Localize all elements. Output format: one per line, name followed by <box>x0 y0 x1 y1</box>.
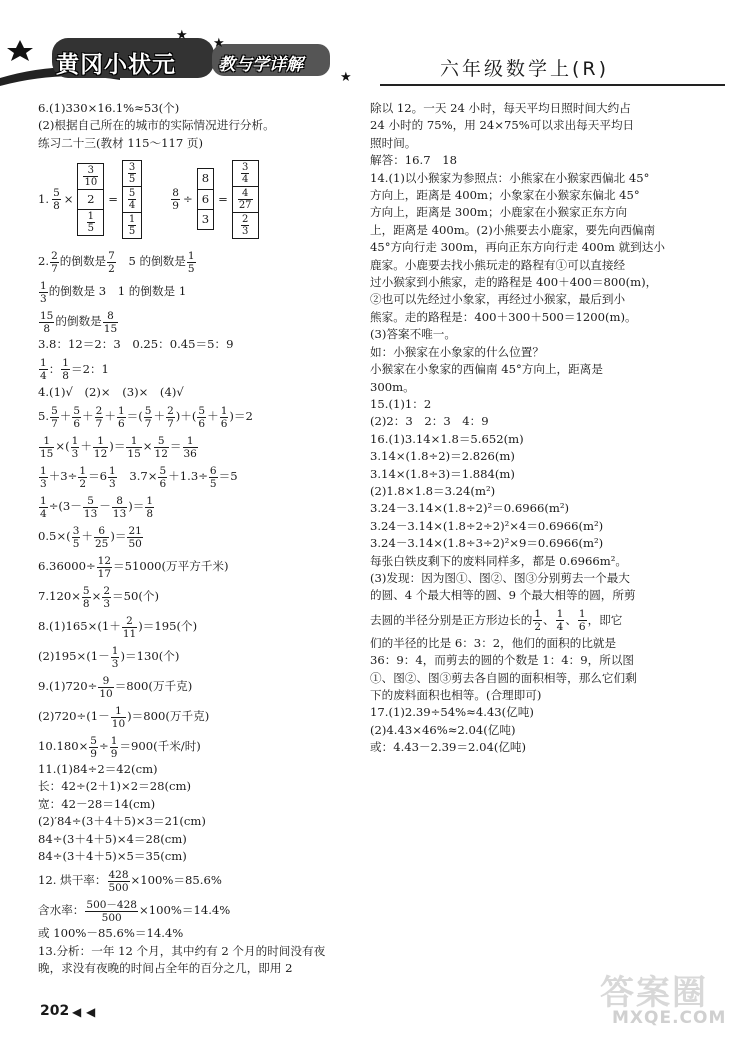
answer-line: 方向上，距离是 400m；小象家在小猴家东偏北 45° <box>370 188 640 203</box>
answer-line: (2)根据自己所在的城市的实际情况进行分析。 <box>38 118 275 133</box>
page-header <box>0 0 750 95</box>
arrow-left-icon: ◀ <box>86 1005 96 1019</box>
brand-title: 黄冈小状元 <box>56 52 176 78</box>
answer-line: 15.(1)1：2 <box>370 396 432 411</box>
answer-line: $\frac{1}{4}$ ÷(3－ $\frac{5}{13}$ － $\frac{8}{13}$ )＝ $\frac{1}{8}$ <box>40 494 154 520</box>
answer-line: 方向上，距离是 300m；小鹿家在小猴家正东方向 <box>370 205 628 220</box>
answer-line: 6.36000÷ $\frac{12}{17}$ ＝51000(万平方千米) <box>38 554 229 580</box>
answer-line: 熊家。走的路程是：400＋300＋500＝1200(m)。 <box>370 309 637 324</box>
answer-line: 1. $\frac{5}{8}$ × $\frac{3}{10}$ 2 $\frac{1}{5}$ = $\frac{3}{5}$ $\frac{5}{4}$ $\frac{1}{5}$ $\frac{8}{9}$ ÷ 8 6 3 = $\frac{3}{4}$ $\frac{4}{27}$ $\frac{2}{3}$ <box>38 152 383 246</box>
answer-box: $\frac{3}{4}$ $\frac{4}{27}$ $\frac{2}{3}$ <box>232 160 259 239</box>
answer-line: 过小猴家到小熊家，走的路程是 400＋400＝800(m)， <box>370 275 658 290</box>
answer-line: (2)2：3 2：3 4：9 <box>370 414 489 429</box>
answer-line: 3.14×(1.8÷2)＝2.826(m) <box>370 449 515 464</box>
answer-line: 3.14×(1.8÷3)＝1.884(m) <box>370 466 515 481</box>
answer-line: 3.24－3.14×(1.8÷2)²＝0.6966(m²) <box>370 501 570 516</box>
answer-line: 0.5×( $\frac{3}{5}$ ＋ $\frac{6}{25}$ )＝ $\frac{21}{50}$ <box>38 524 142 550</box>
right-column <box>370 100 720 757</box>
left-column <box>38 100 383 978</box>
answer-line: 晚，求没有夜晚的时间占全年的百分之几，即用 2 <box>38 961 293 976</box>
answer-line: 的圆、4 个最大相等的圆、9 个最大相等的圆，所剪 <box>370 588 636 603</box>
answer-line: $\frac{1}{3}$ ＋3÷ $\frac{1}{2}$ ＝6 $\frac{1}{3}$ 3.7× $\frac{5}{6}$ ＋1.3÷ $\frac{6}{5}$ ＝5 <box>40 464 238 490</box>
answer-box: 8 6 3 <box>197 168 214 230</box>
answer-line: 去圆的半径分别是正方形边长的 $\frac{1}{2}$ 、 $\frac{1}{4}$ 、 $\frac{1}{6}$ ，即它 <box>370 608 623 634</box>
arrow-left-icon: ◀ <box>72 1005 82 1019</box>
answer-line: $\frac{1}{4}$ ： $\frac{1}{8}$ ＝2：1 <box>40 357 109 383</box>
answer-line: ②也可以先经过小象家，再经过小猴家，最后到小 <box>370 292 626 307</box>
answer-line: 84÷(3＋4＋5)×4＝28(cm) <box>38 831 187 846</box>
answer-line: 宽：42－28＝14(cm) <box>38 796 156 811</box>
answer-line: (2)4.43×46%≈2.04(亿吨) <box>370 722 516 737</box>
answer-line: ①、图②、图③剪去各自圆的面积相等，那么它们剩 <box>370 670 637 685</box>
header-divider <box>380 84 725 86</box>
answer-line: 除以 12。一天 24 小时，每天平均日照时间大约占 <box>370 101 631 115</box>
answer-line: 7.120× $\frac{5}{8}$ × $\frac{2}{3}$ ＝50(个) <box>38 584 159 610</box>
answer-line: (3)发现：因为图①、图②、图③分别剪去一个最大 <box>370 570 630 585</box>
answer-line: 12. 烘干率： $\frac{428}{500}$ ×100%＝85.6% <box>38 868 222 894</box>
answer-box: $\frac{3}{5}$ $\frac{5}{4}$ $\frac{1}{5}$ <box>122 160 142 239</box>
answer-line: $\frac{15}{8}$ 的倒数是 $\frac{8}{15}$ <box>40 309 118 335</box>
watermark-logo: 答案圈 <box>600 973 708 1013</box>
answer-line: 10.180× $\frac{5}{9}$ ÷ $\frac{1}{9}$ ＝900(千米/时) <box>38 734 201 760</box>
answer-line: (2)720÷(1－ $\frac{1}{10}$ )＝800(万千克) <box>38 704 210 730</box>
watermark-url: MXQE.COM <box>612 1008 727 1028</box>
answer-line: $\frac{1}{3}$ 的倒数是 3 1 的倒数是 1 <box>40 279 187 305</box>
answer-line: 下的废料面积也相等。(合理即可) <box>370 688 542 702</box>
answer-line: 8.(1)165×(1＋ $\frac{2}{11}$ )＝195(个) <box>38 614 198 640</box>
answer-line: 14.(1)以小猴家为参照点：小熊家在小猴家西偏北 45° <box>370 170 650 185</box>
answer-line: 24 小时的 75%，用 24×75%可以求出每天平均日 <box>370 118 635 133</box>
answer-line: 17.(1)2.39÷54%≈4.43(亿吨) <box>370 705 534 720</box>
answer-line: 3.24－3.14×(1.8÷3÷2)²×9＝0.6966(m²) <box>370 536 604 551</box>
page-number: 202 <box>40 1003 70 1019</box>
answer-line: (2)1.8×1.8＝3.24(m²) <box>370 483 496 498</box>
answer-line: 11.(1)84÷2＝42(cm) <box>38 762 158 777</box>
answer-line: 2. $\frac{2}{7}$ 的倒数是 $\frac{7}{2}$ 5 的倒数是 $\frac{1}{5}$ <box>38 249 195 275</box>
answer-line: 5. $\frac{5}{7}$ ＋ $\frac{5}{6}$ ＋ $\frac{2}{7}$ ＋ $\frac{1}{6}$ ＝( $\frac{5}{7}$ ＋ $\frac{2}{7}$ )＋( $\frac{5}{6}$ ＋ $\frac{1}{6}$ )＝2 <box>38 404 253 430</box>
star-icon: ★ <box>176 28 188 43</box>
answer-line: 9.(1)720÷ $\frac{9}{10}$ ＝800(万千克) <box>38 674 193 700</box>
answer-line: 解答：16.7 18 <box>370 153 457 168</box>
answer-line: 长：42÷(2＋1)×2＝28(cm) <box>38 779 192 794</box>
answer-line: 们的半径的比是 6：3：2，他们的面积的比就是 <box>370 635 617 650</box>
answer-line: 84÷(3＋4＋5)×5＝35(cm) <box>38 849 187 864</box>
section-heading: 练习二十三(教材 115～117 页) <box>38 135 204 150</box>
star-icon: ★ <box>213 36 225 51</box>
answer-line: 如：小猴家在小象家的什么位置？ <box>370 344 544 359</box>
fraction: $\frac{5}{8}$ <box>53 186 60 212</box>
answer-line: 或 100%－85.6%＝14.4% <box>38 926 184 941</box>
answer-line: 16.(1)3.14×1.8＝5.652(m) <box>370 431 524 446</box>
answer-line: 13.分析：一年 12 个月，其中约有 2 个月的时间没有夜 <box>38 943 326 958</box>
star-icon: ★ <box>340 70 352 85</box>
answer-line: 300m。 <box>370 379 415 394</box>
answer-line: 45°方向行走 300m，再向正东方向行走 400m 就到达小 <box>370 240 665 255</box>
answer-line: 照时间。 <box>370 135 417 150</box>
answer-line: 鹿家。小鹿要去找小熊玩走的路程有①可以直接经 <box>370 257 626 272</box>
answer-line: 6.(1)330×16.1%≈53(个) <box>38 101 180 115</box>
book-title: 六年级数学上(R) <box>440 58 610 80</box>
answer-box: $\frac{3}{10}$ 2 $\frac{1}{5}$ <box>77 163 104 236</box>
fraction: $\frac{8}{9}$ <box>172 186 179 212</box>
brand-subtitle: 教与学详解 <box>218 55 303 75</box>
answer-line: 每张白铁皮剩下的废料同样多，都是 0.6966m²。 <box>370 553 627 568</box>
answer-line: 含水率： $\frac{500-428}{500}$ ×100%＝14.4% <box>38 898 231 924</box>
answer-line: 4.(1)√ (2)× (3)× (4)√ <box>38 384 184 399</box>
answer-line: 小猴家在小象家的西偏南 45°方向上，距离是 <box>370 362 603 377</box>
answer-line: 3.24－3.14×(1.8÷2÷2)²×4＝0.6966(m²) <box>370 518 604 533</box>
answer-line: (2)195×(1－ $\frac{1}{3}$ )＝130(个) <box>38 644 180 670</box>
answer-line: 36：9：4，而剪去的圆的个数是 1：4：9，所以图 <box>370 653 635 668</box>
answer-line: $\frac{1}{15}$ ×( $\frac{1}{3}$ ＋ $\frac{1}{12}$ )＝ $\frac{1}{15}$ × $\frac{5}{12}$ ＝ $\frac{1}{36}$ <box>40 434 197 460</box>
answer-line: 或：4.43－2.39＝2.04(亿吨) <box>370 740 527 755</box>
answer-line: 上，距离是 400m。(2)小熊要去小鹿家，要先向西偏南 <box>370 222 656 237</box>
answer-line: 3.8：12＝2：3 0.25：0.45＝5：9 <box>38 337 234 352</box>
answer-line: (3)答案不唯一。 <box>370 327 456 342</box>
answer-line: (2)′84÷(3＋4＋5)×3＝21(cm) <box>38 814 206 829</box>
